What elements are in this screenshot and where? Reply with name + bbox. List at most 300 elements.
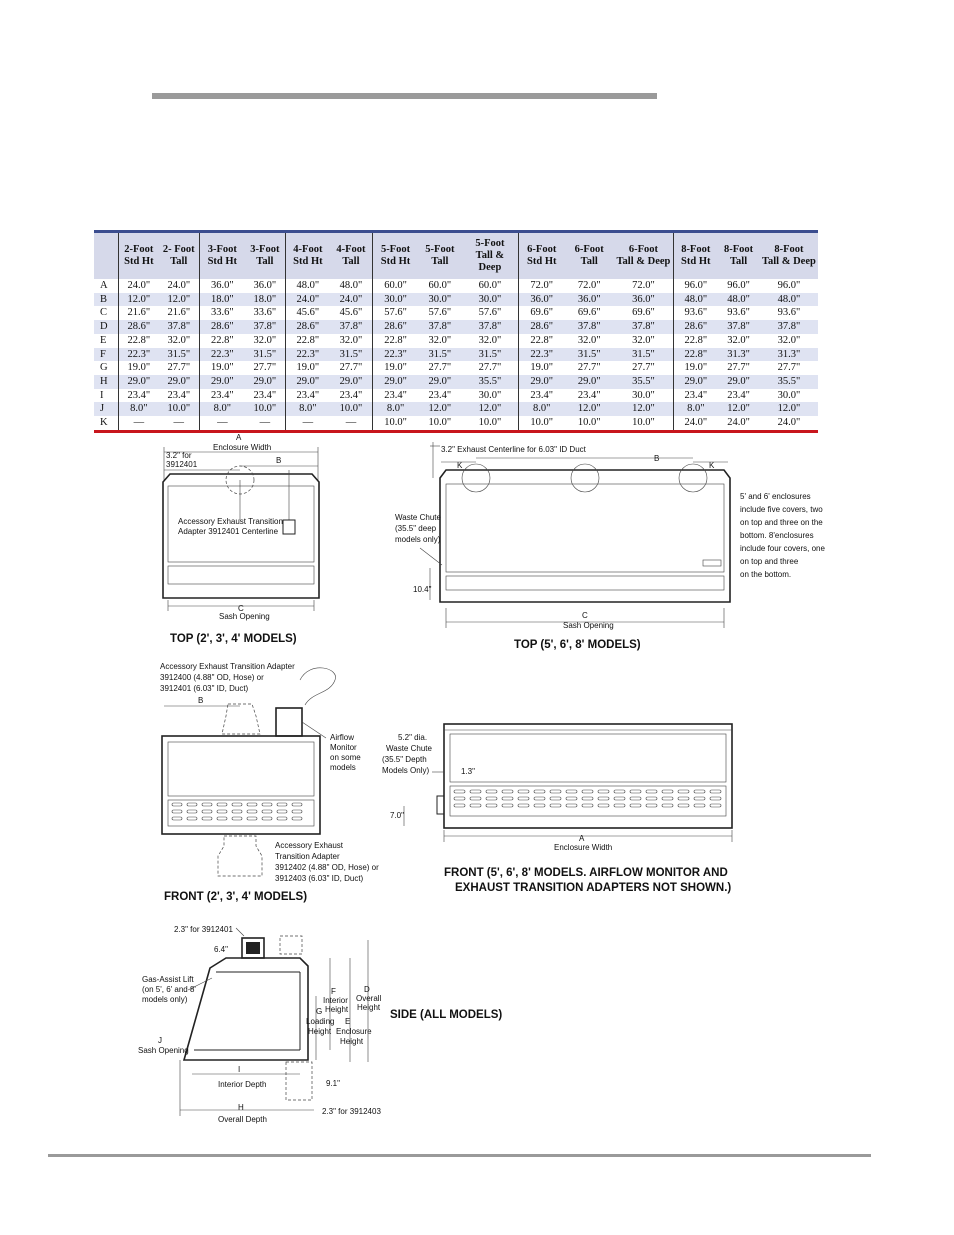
table-cell: 36.0" (577, 293, 601, 305)
vent-slot (470, 797, 481, 800)
table-cell: 19.0" (286, 361, 330, 375)
table-cell: 37.8" (727, 321, 750, 333)
table-cell: 35.5" (777, 375, 801, 387)
table-cell: 27.7" (777, 362, 801, 374)
vent-slot (614, 790, 625, 793)
dim-b-label-large: B (654, 454, 660, 463)
vent-slot (598, 790, 609, 793)
covers-note-0: 5' and 6' enclosures (740, 492, 811, 501)
vent-slot (187, 803, 197, 806)
front-large-caption-1: FRONT (5', 6', 8' MODELS. AIRFLOW MONITOR AND (444, 867, 728, 879)
header-line-2: Std Ht (681, 256, 711, 267)
header-line-1: 5-Foot (380, 244, 411, 255)
table-cell: 48.0" (674, 293, 718, 307)
table-cell: 23.4" (577, 389, 601, 401)
side-caption: SIDE (ALL MODELS) (390, 1009, 503, 1021)
table-cell: 72.0" (632, 280, 655, 291)
table-cell: 23.4" (253, 389, 277, 401)
table-cell: 48.0" (286, 279, 330, 293)
table-cell: 23.4" (373, 389, 418, 403)
table-cell: 12.0" (478, 403, 502, 415)
table-cell: 27.7" (339, 362, 363, 374)
dim-f-label: F (331, 987, 336, 996)
dim-d-label: D (364, 985, 370, 994)
interior-height-2: Height (325, 1005, 349, 1014)
table-cell: 31.3" (727, 348, 750, 360)
table-cell: 69.6" (577, 307, 601, 319)
vent-slot (247, 817, 257, 820)
covers-note-1: include five covers, two (740, 505, 823, 514)
vent-slot (262, 810, 272, 813)
vent-slot (566, 797, 577, 800)
table-cell: 10.0" (428, 417, 452, 429)
table-cell: 27.7" (577, 362, 601, 374)
adapter-note-2: Adapter 3912401 Centerline (178, 527, 279, 536)
table-cell: 35.5" (478, 375, 502, 387)
table-cell: 96.0" (674, 279, 718, 293)
dim-i-label: I (238, 1065, 241, 1074)
vent-slot (662, 797, 673, 800)
enclosure-width-label: Enclosure Width (213, 443, 272, 452)
table-cell: 23.4" (119, 389, 158, 403)
vent-slot (486, 790, 497, 793)
row-key-cell: F (100, 348, 106, 360)
vent-slot (630, 797, 641, 800)
vent-slot (502, 790, 513, 793)
vent-slot (292, 817, 302, 820)
adapter-top-1: Accessory Exhaust Transition Adapter (160, 662, 295, 671)
side-note-top: 2.3" for 3912401 (174, 925, 233, 934)
vent-slots-large (454, 790, 721, 807)
header-line-2: Tall (170, 256, 188, 267)
side-sash-opening: Sash Opening (138, 1046, 189, 1055)
enclosure-height-1: Enclosure (336, 1027, 372, 1036)
table-cell: 8.0" (674, 402, 718, 416)
table-cell: 31.5" (167, 348, 191, 360)
table-cell: 30.0" (478, 389, 502, 401)
overall-depth-label: Overall Depth (218, 1115, 267, 1124)
table-cell: 32.0" (777, 334, 801, 346)
gas-lift-3: models only) (142, 995, 188, 1004)
waste-chute-2: (35.5" deep (395, 524, 437, 533)
table-cell: 29.0" (518, 375, 565, 389)
table-cell: 19.0" (674, 361, 718, 375)
table-cell: 69.6" (632, 307, 655, 319)
side-note-bottom: 2.3" for 3912403 (322, 1107, 381, 1116)
table-cell: 8.0" (286, 402, 330, 416)
table-cell: 72.0" (518, 279, 565, 293)
vent-slot (262, 817, 272, 820)
vent-slot (232, 817, 242, 820)
table-cell: 27.7" (428, 362, 452, 374)
vent-slot (247, 810, 257, 813)
vent-slot (277, 810, 287, 813)
footer-rule (48, 1154, 871, 1157)
table-cell: 19.0" (518, 361, 565, 375)
table-cell: 32.0" (478, 334, 502, 346)
vent-slot (534, 790, 545, 793)
vent-slot (534, 804, 545, 807)
header-line-2: Tall & Deep (616, 256, 671, 267)
table-cell: 12.0" (428, 403, 452, 415)
table-cell: 22.8" (373, 334, 418, 348)
table-cell: 10.0" (478, 417, 502, 429)
table-cell: 21.6" (167, 307, 191, 319)
vent-slot (534, 797, 545, 800)
table-cell: 57.6" (478, 307, 502, 319)
front-large-diagram (382, 724, 732, 894)
table-cell: 22.8" (518, 334, 565, 348)
header-line-2: Tall (580, 256, 598, 267)
dim-10-4-label: 10.4" (413, 585, 432, 594)
table-cell: 24.0" (119, 279, 158, 293)
vent-slot (202, 810, 212, 813)
header-line-2: Tall (730, 256, 748, 267)
table-cell: 31.5" (428, 348, 452, 360)
loading-height-1: Loading (306, 1017, 335, 1026)
vent-slot (518, 804, 529, 807)
table-cell: 37.8" (632, 321, 655, 333)
table-cell: 18.0" (253, 293, 277, 305)
vent-slot (277, 817, 287, 820)
table-cell: 22.8" (674, 348, 718, 362)
header-line-1: 3-Foot (207, 244, 237, 255)
table-cell: 8.0" (373, 402, 418, 416)
vent-slot (217, 803, 227, 806)
table-cell: 96.0" (777, 280, 801, 291)
vent-slot (502, 804, 513, 807)
table-cell: — (286, 416, 330, 431)
table-cell: 22.8" (286, 334, 330, 348)
covers-note-4: include four covers, one (740, 544, 825, 553)
table-cell: 29.0" (286, 375, 330, 389)
chute-note-3: (35.5" Depth (382, 755, 427, 764)
enclosure-width-label-front: Enclosure Width (554, 843, 613, 852)
table-cell: 31.5" (478, 348, 502, 360)
table-cell: 23.4" (167, 389, 191, 401)
vent-slot (694, 790, 705, 793)
row-key-cell: A (100, 280, 108, 291)
table-cell: 93.6" (777, 307, 801, 319)
vent-slot (582, 797, 593, 800)
vent-slot (550, 804, 561, 807)
table-cell: 35.5" (632, 375, 655, 387)
vent-slot (292, 803, 302, 806)
table-cell: 10.0" (339, 403, 363, 415)
header-line-1: 5-Foot (475, 238, 505, 249)
adapter-bottom-4: 3912403 (6.03" ID, Duct) (275, 874, 364, 883)
header-line-1: 4-Foot (293, 244, 323, 255)
table-cell: 32.0" (339, 334, 363, 346)
table-cell: 57.6" (373, 306, 418, 320)
chute-note-2: Waste Chute (386, 744, 432, 753)
table-cell: 48.0" (727, 293, 750, 305)
vent-slot (232, 810, 242, 813)
table-cell: 22.8" (119, 334, 158, 348)
vent-slot (502, 797, 513, 800)
table-cell: 33.6" (200, 306, 245, 320)
row-key-cell: G (100, 362, 108, 374)
table-cell: 22.8" (674, 334, 718, 348)
header-line-1: 8-Foot (681, 244, 711, 255)
table-cell: 27.7" (727, 362, 750, 374)
table-cell: 37.8" (339, 321, 363, 333)
table-cell: 10.0" (253, 403, 277, 415)
table-cell: — (200, 416, 245, 431)
offset-note-1: 3.2" for (166, 451, 192, 460)
table-cell: 30.0" (777, 389, 801, 401)
dim-c-label-large: C (582, 611, 588, 620)
table-cell: 30.0" (632, 389, 655, 401)
table-cell: 37.8" (167, 321, 191, 333)
table-cell: 19.0" (119, 361, 158, 375)
covers-note-3: bottom. 8'enclosures (740, 531, 814, 540)
table-cell: 29.0" (200, 375, 245, 389)
vent-slot (710, 804, 721, 807)
row-key-cell: E (100, 334, 107, 346)
table-cell: 28.6" (119, 320, 158, 334)
header-line-2: Std Ht (527, 256, 557, 267)
vent-slot (598, 797, 609, 800)
table-cell: 30.0" (373, 293, 418, 307)
header-line-1: 4-Foot (336, 244, 366, 255)
table-cell: 31.3" (777, 348, 801, 360)
top-large-diagram (395, 442, 825, 651)
table-cell: 18.0" (200, 293, 245, 307)
table-cell: 29.0" (577, 375, 601, 387)
vent-slot (277, 803, 287, 806)
front-large-caption-2: EXHAUST TRANSITION ADAPTERS NOT SHOWN.) (455, 882, 732, 894)
table-cell: 28.6" (674, 320, 718, 334)
table-cell: 22.3" (119, 348, 158, 362)
table-cell: 28.6" (286, 320, 330, 334)
table-cell: 33.6" (253, 307, 277, 319)
header-line-2: Std Ht (124, 256, 154, 267)
vent-slot (470, 804, 481, 807)
table-cell: 10.0" (577, 417, 601, 429)
table-cell: 60.0" (478, 280, 502, 291)
vent-slot (454, 804, 465, 807)
table-cell: 24.0" (777, 417, 801, 429)
vent-slot (470, 790, 481, 793)
dim-e-label: E (345, 1017, 351, 1026)
dim-b-label: B (276, 456, 282, 465)
vent-slot (550, 790, 561, 793)
table-cell: 31.5" (632, 348, 655, 360)
row-key-cell: C (100, 307, 108, 319)
header-line-2: Tall (256, 256, 274, 267)
vent-slot (646, 797, 657, 800)
dim-6-4-label: 6.4" (214, 945, 228, 954)
header-line-1: 8-Foot (774, 244, 804, 255)
table-cell: 96.0" (727, 280, 750, 291)
header-line-1: 6-Foot (574, 244, 604, 255)
table-cell: 31.5" (339, 348, 363, 360)
vent-slot (172, 817, 182, 820)
dim-k1-label: K (457, 461, 463, 470)
table-cell: 23.4" (727, 389, 750, 401)
table-cell: 24.0" (286, 293, 330, 307)
table-cell: 57.6" (428, 307, 452, 319)
chute-note-1: 5.2" dia. (398, 733, 428, 742)
front-small-caption: FRONT (2', 3', 4' MODELS) (164, 891, 308, 903)
table-cell: 23.4" (339, 389, 363, 401)
vent-slot (694, 797, 705, 800)
vent-slot (582, 790, 593, 793)
table-cell: 45.6" (339, 307, 363, 319)
airflow-3: on some (330, 753, 361, 762)
vent-slot (630, 804, 641, 807)
vent-slot (454, 790, 465, 793)
dim-j-label: J (158, 1036, 162, 1045)
row-key-cell: B (100, 293, 108, 305)
table-cell: 37.8" (428, 321, 452, 333)
table-cell: 23.4" (428, 389, 452, 401)
table-cell: 31.5" (253, 348, 277, 360)
row-key-cell: I (100, 389, 104, 401)
vent-slot (217, 810, 227, 813)
vent-slot (678, 790, 689, 793)
vent-slot (202, 803, 212, 806)
table-cell: 28.6" (200, 320, 245, 334)
front-small-diagram (160, 662, 379, 903)
vent-slot (172, 803, 182, 806)
dim-g-label: G (316, 1007, 323, 1016)
top-small-caption: TOP (2', 3', 4' MODELS) (170, 633, 297, 645)
table-cell: 24.0" (727, 417, 750, 429)
row-key-cell: K (100, 417, 108, 429)
vent-slot (202, 817, 212, 820)
side-diagram (138, 925, 502, 1124)
table-cell: 12.0" (727, 403, 750, 415)
table-cell: 36.0" (200, 279, 245, 293)
vent-slot (710, 797, 721, 800)
vent-slot (710, 790, 721, 793)
vent-slot (582, 804, 593, 807)
dim-a-label: A (236, 433, 242, 442)
vent-slot (566, 790, 577, 793)
header-line-1: 6-Foot (628, 244, 658, 255)
vent-slot (598, 804, 609, 807)
table-cell: 29.0" (339, 375, 363, 387)
adapter-bottom-2: Transition Adapter (275, 852, 340, 861)
table-cell: 32.0" (253, 334, 277, 346)
header-line-2: Std Ht (207, 256, 238, 267)
overall-height-2: Height (357, 1003, 381, 1012)
table-cell: 32.0" (577, 334, 601, 346)
header-line-1: 2- Foot (162, 244, 195, 255)
header-line-1: 2-Foot (124, 244, 154, 255)
covers-note-2: on top and three on the (740, 518, 823, 527)
row-key-cell: D (100, 321, 108, 333)
top-large-caption: TOP (5', 6', 8' MODELS) (514, 639, 641, 651)
table-cell: 37.8" (478, 321, 502, 333)
vent-slot (694, 804, 705, 807)
table-cell: — (119, 416, 158, 431)
table-cell: 10.0" (518, 416, 565, 431)
table-cell: 22.8" (200, 334, 245, 348)
table-cell: 32.0" (632, 334, 655, 346)
vent-slot (614, 804, 625, 807)
table-cell: 32.0" (428, 334, 452, 346)
exhaust-note: 3.2" Exhaust Centerline for 6.03" ID Duct (441, 445, 586, 454)
table-cell: 48.0" (777, 293, 801, 305)
header-line-2: Std Ht (293, 256, 323, 267)
header-line-2: Tall (431, 256, 449, 267)
table-cell: — (259, 417, 271, 429)
table-cell: 60.0" (428, 280, 452, 291)
adapter-top-3: 3912401 (6.03" ID, Duct) (160, 684, 249, 693)
table-cell: 12.0" (777, 403, 801, 415)
table-cell: 8.0" (119, 402, 158, 416)
dim-h-label: H (238, 1103, 244, 1112)
table-cell: 31.5" (577, 348, 601, 360)
table-cell: 48.0" (339, 280, 363, 291)
row-key-cell: H (100, 375, 108, 387)
vent-slots-small (172, 803, 302, 820)
table-cell: 23.4" (200, 389, 245, 403)
interior-height-1: Interior (323, 996, 348, 1005)
header-line-2: Tall (342, 256, 360, 267)
vent-slot (630, 790, 641, 793)
dim-c-label: C (238, 604, 244, 613)
top-small-diagram (163, 433, 319, 645)
table-cell: 37.8" (577, 321, 601, 333)
vent-slot (646, 804, 657, 807)
gas-lift-1: Gas-Assist Lift (142, 975, 194, 984)
adapter-bottom-3: 3912402 (4.88" OD, Hose) or (275, 863, 379, 872)
table-cell: 24.0" (674, 416, 718, 431)
table-cell: 10.0" (167, 403, 191, 415)
table-cell: 37.8" (777, 321, 801, 333)
table-cell: 93.6" (727, 307, 750, 319)
dim-1-3-label: 1.3" (461, 767, 475, 776)
vent-slot (550, 797, 561, 800)
loading-height-2: Height (308, 1027, 332, 1036)
table-cell: 60.0" (373, 279, 418, 293)
table-cell: 22.3" (373, 348, 418, 362)
table-cell: 12.0" (577, 403, 601, 415)
table-cell: 27.7" (632, 362, 655, 374)
table-cell: 24.0" (339, 293, 363, 305)
table-cell: 29.0" (253, 375, 277, 387)
table-cell: 29.0" (428, 375, 452, 387)
airflow-1: Airflow (330, 733, 355, 742)
table-cell: 23.4" (674, 389, 718, 403)
table-cell: 30.0" (428, 293, 452, 305)
table-cell: 32.0" (167, 334, 191, 346)
header-line-2: Std Ht (380, 256, 411, 267)
table-cell: 36.0" (518, 293, 565, 307)
adapter-bottom-1: Accessory Exhaust (275, 841, 344, 850)
table-cell: 27.7" (167, 362, 191, 374)
header-line-1: 8-Foot (723, 244, 754, 255)
table-cell: 8.0" (200, 402, 245, 416)
table-cell: 36.0" (253, 280, 277, 291)
vent-slot (187, 817, 197, 820)
table-cell: 32.0" (727, 334, 750, 346)
row-key-cell: J (100, 403, 105, 415)
waste-chute-3: models only) (395, 535, 441, 544)
vent-slot (232, 803, 242, 806)
vent-slot (262, 803, 272, 806)
table-cell: 22.3" (518, 348, 565, 362)
airflow-4: models (330, 763, 356, 772)
table-cell: — (345, 417, 357, 429)
vent-slot (172, 810, 182, 813)
vent-slot (662, 804, 673, 807)
table-cell: 28.6" (373, 320, 418, 334)
